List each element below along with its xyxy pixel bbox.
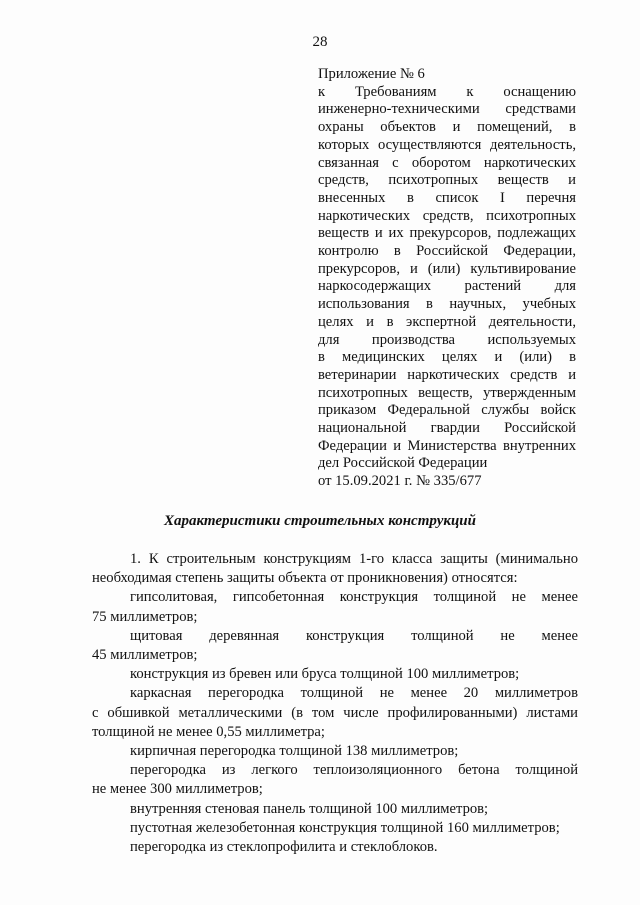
appendix-line: для производства используемых bbox=[318, 331, 576, 348]
paragraph-line: с обшивкой металлическими (в том числе профилированными) листами bbox=[92, 704, 578, 721]
appendix-line: инженерно-техническими средствами bbox=[318, 101, 576, 118]
paragraph-line: не менее 300 миллиметров; bbox=[92, 781, 263, 798]
appendix-line: использования в научных, учебных bbox=[318, 296, 576, 313]
appendix-line: внесенных в список I перечня bbox=[318, 189, 576, 206]
paragraph-line: щитовая деревянная конструкция толщиной не менее bbox=[130, 627, 578, 644]
appendix-line: Приложение № 6 bbox=[318, 66, 425, 82]
page-number: 28 bbox=[312, 34, 328, 50]
appendix-line: средств, психотропных веществ и bbox=[318, 172, 576, 189]
appendix-line: от 15.09.2021 г. № 335/677 bbox=[318, 473, 482, 490]
appendix-header bbox=[318, 66, 576, 491]
paragraph-line: 75 миллиметров; bbox=[92, 608, 198, 625]
paragraph-line: пустотная железобетонная конструкция толщиной 160 миллиметров; bbox=[130, 819, 560, 836]
appendix-line: целях и в экспертной деятельности, bbox=[318, 313, 576, 330]
paragraph-line: перегородка из легкого теплоизоляционного бетона толщиной bbox=[130, 762, 578, 779]
appendix-line: веществ и их прекурсоров, подлежащих bbox=[318, 225, 576, 242]
appendix-line: к Требованиям к оснащению bbox=[318, 83, 576, 100]
appendix-line: контролю в Российской Федерации, bbox=[318, 243, 576, 260]
appendix-line: наркосодержащих растений для bbox=[318, 278, 576, 295]
appendix-line: в медицинских целях и (или) в bbox=[318, 349, 576, 366]
paragraph-line: внутренняя стеновая панель толщиной 100 миллиметров; bbox=[130, 800, 489, 817]
appendix-line: приказом Федеральной службы войск bbox=[318, 402, 576, 419]
appendix-line: Федерации и Министерства внутренних bbox=[318, 437, 576, 454]
paragraph-line: 45 миллиметров; bbox=[92, 647, 198, 664]
paragraph-line: необходимая степень защиты объекта от проникновения) относятся: bbox=[92, 570, 518, 587]
appendix-line: психотропных веществ, утвержденным bbox=[318, 384, 576, 401]
paragraph-line: гипсолитовая, гипсобетонная конструкция толщиной не менее bbox=[130, 589, 578, 606]
appendix-line: наркотических средств, психотропных bbox=[318, 207, 576, 224]
paragraph-line: конструкция из бревен или бруса толщиной 100 миллиметров; bbox=[130, 666, 520, 683]
paragraph-line: 1. К строительным конструкциям 1-го класса защиты (минимально bbox=[130, 551, 578, 567]
paragraph-line: толщиной не менее 0,55 миллиметра; bbox=[92, 723, 325, 740]
paragraph-line: кирпичная перегородка толщиной 138 миллиметров; bbox=[130, 743, 459, 760]
appendix-line: прекурсоров, и (или) культивирование bbox=[318, 260, 576, 277]
paragraph-line: каркасная перегородка толщиной не менее 20 миллиметров bbox=[130, 685, 578, 702]
appendix-line: национальной гвардии Российской bbox=[318, 420, 576, 437]
appendix-line: связанная с оборотом наркотических bbox=[318, 154, 576, 171]
paragraph-line: перегородка из стеклопрофилита и стеклоблоков. bbox=[130, 839, 438, 856]
appendix-line: ветеринарии наркотических средств и bbox=[318, 366, 576, 383]
body-text bbox=[92, 550, 578, 857]
section-heading: Характеристики строительных конструкций bbox=[164, 513, 476, 529]
appendix-line: которых осуществляются деятельность, bbox=[318, 136, 576, 153]
appendix-line: дел Российской Федерации bbox=[318, 455, 488, 472]
appendix-line: охраны объектов и помещений, в bbox=[318, 119, 576, 136]
